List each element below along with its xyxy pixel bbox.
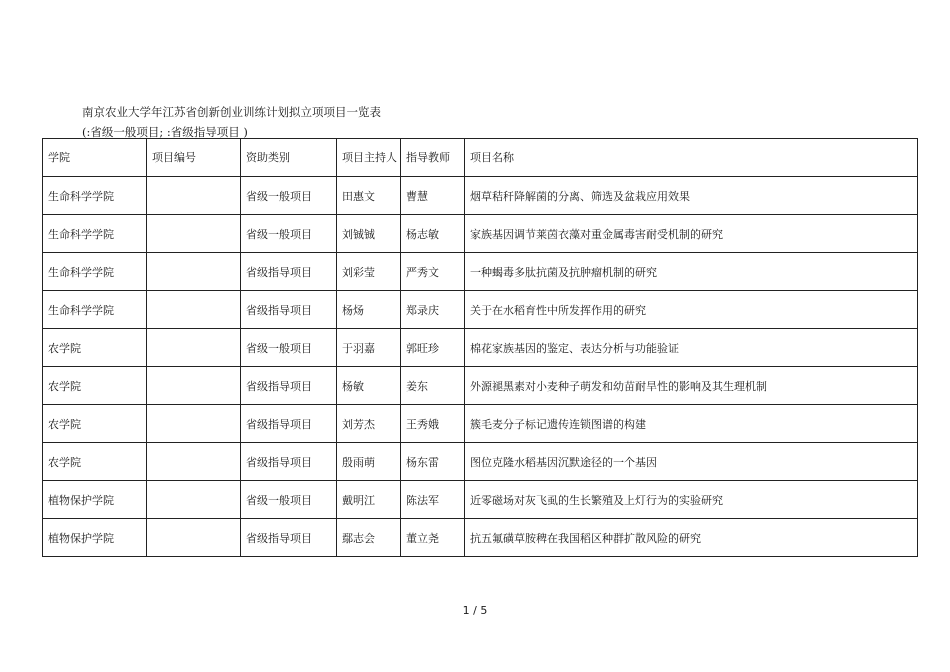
leader-cell: 杨炀: [337, 291, 401, 329]
leader-cell: 杨敏: [337, 367, 401, 405]
advisor-cell: 姜东: [401, 367, 465, 405]
funding-type-cell: 省级指导项目: [241, 367, 337, 405]
table-row: [43, 443, 918, 481]
project-name-cell: 外源褪黑素对小麦种子萌发和幼苗耐旱性的影响及其生理机制: [465, 367, 918, 405]
table-row: [43, 253, 918, 291]
project-name-cell: 关于在水稻育性中所发挥作用的研究: [465, 291, 918, 329]
project-name-cell: 近零磁场对灰飞虱的生长繁殖及上灯行为的实验研究: [465, 481, 918, 519]
college-cell: 生命科学学院: [43, 291, 147, 329]
header-college: 学院: [43, 139, 147, 177]
leader-cell: 刘芳杰: [337, 405, 401, 443]
header-leader: 项目主持人: [337, 139, 401, 177]
header-funding-type: 资助类别: [241, 139, 337, 177]
advisor-cell: 杨东雷: [401, 443, 465, 481]
table-row: [43, 215, 918, 253]
advisor-cell: 郭旺珍: [401, 329, 465, 367]
college-cell: 植物保护学院: [43, 481, 147, 519]
leader-cell: 鄢志会: [337, 519, 401, 557]
table-row: [43, 177, 918, 215]
header-project-name: 项目名称: [465, 139, 918, 177]
funding-type-cell: 省级指导项目: [241, 519, 337, 557]
table-row: [43, 481, 918, 519]
funding-type-cell: 省级指导项目: [241, 443, 337, 481]
leader-cell: 田惠文: [337, 177, 401, 215]
project-number-cell: [147, 443, 241, 481]
project-name-cell: 家族基因调节莱茵衣藻对重金属毒害耐受机制的研究: [465, 215, 918, 253]
page-indicator: 1 / 5: [462, 604, 488, 617]
project-name-cell: 簇毛麦分子标记遗传连锁图谱的构建: [465, 405, 918, 443]
advisor-cell: 杨志敏: [401, 215, 465, 253]
project-name-cell: 烟草秸秆降解菌的分离、筛选及盆栽应用效果: [465, 177, 918, 215]
funding-type-cell: 省级指导项目: [241, 253, 337, 291]
project-name-cell: 图位克隆水稻基因沉默途径的一个基因: [465, 443, 918, 481]
project-number-cell: [147, 367, 241, 405]
table-row: [43, 291, 918, 329]
college-cell: 农学院: [43, 405, 147, 443]
college-cell: 农学院: [43, 443, 147, 481]
college-cell: 农学院: [43, 367, 147, 405]
project-number-cell: [147, 291, 241, 329]
college-cell: 农学院: [43, 329, 147, 367]
header-advisor: 指导教师: [401, 139, 465, 177]
table-body: [43, 177, 918, 557]
project-number-cell: [147, 177, 241, 215]
college-cell: 生命科学学院: [43, 215, 147, 253]
advisor-cell: 郑录庆: [401, 291, 465, 329]
document-subtitle: (:省级一般项目; :省级指导项目 ): [82, 125, 248, 139]
project-name-cell: 棉花家族基因的鉴定、表达分析与功能验证: [465, 329, 918, 367]
advisor-cell: 董立尧: [401, 519, 465, 557]
document-title: 南京农业大学年江苏省创新创业训练计划拟立项项目一览表: [82, 105, 381, 119]
project-name-cell: 一种蝎毒多肽抗菌及抗肿瘤机制的研究: [465, 253, 918, 291]
funding-type-cell: 省级指导项目: [241, 291, 337, 329]
project-table: [42, 138, 918, 557]
advisor-cell: 王秀娥: [401, 405, 465, 443]
advisor-cell: 曹慧: [401, 177, 465, 215]
project-number-cell: [147, 405, 241, 443]
project-number-cell: [147, 329, 241, 367]
leader-cell: 刘彩莹: [337, 253, 401, 291]
table-header-row: [43, 139, 918, 177]
college-cell: 生命科学学院: [43, 253, 147, 291]
funding-type-cell: 省级一般项目: [241, 329, 337, 367]
project-number-cell: [147, 481, 241, 519]
college-cell: 生命科学学院: [43, 177, 147, 215]
project-name-cell: 抗五氟磺草胺稗在我国稻区种群扩散风险的研究: [465, 519, 918, 557]
leader-cell: 戴明江: [337, 481, 401, 519]
funding-type-cell: 省级指导项目: [241, 405, 337, 443]
college-cell: 植物保护学院: [43, 519, 147, 557]
table-row: [43, 367, 918, 405]
leader-cell: 殷雨萌: [337, 443, 401, 481]
advisor-cell: 陈法军: [401, 481, 465, 519]
header-project-number: 项目编号: [147, 139, 241, 177]
leader-cell: 于羽嘉: [337, 329, 401, 367]
funding-type-cell: 省级一般项目: [241, 215, 337, 253]
table-row: [43, 519, 918, 557]
advisor-cell: 严秀文: [401, 253, 465, 291]
funding-type-cell: 省级一般项目: [241, 177, 337, 215]
project-number-cell: [147, 215, 241, 253]
table-row: [43, 329, 918, 367]
project-number-cell: [147, 519, 241, 557]
table-row: [43, 405, 918, 443]
funding-type-cell: 省级一般项目: [241, 481, 337, 519]
leader-cell: 刘铖铖: [337, 215, 401, 253]
project-number-cell: [147, 253, 241, 291]
